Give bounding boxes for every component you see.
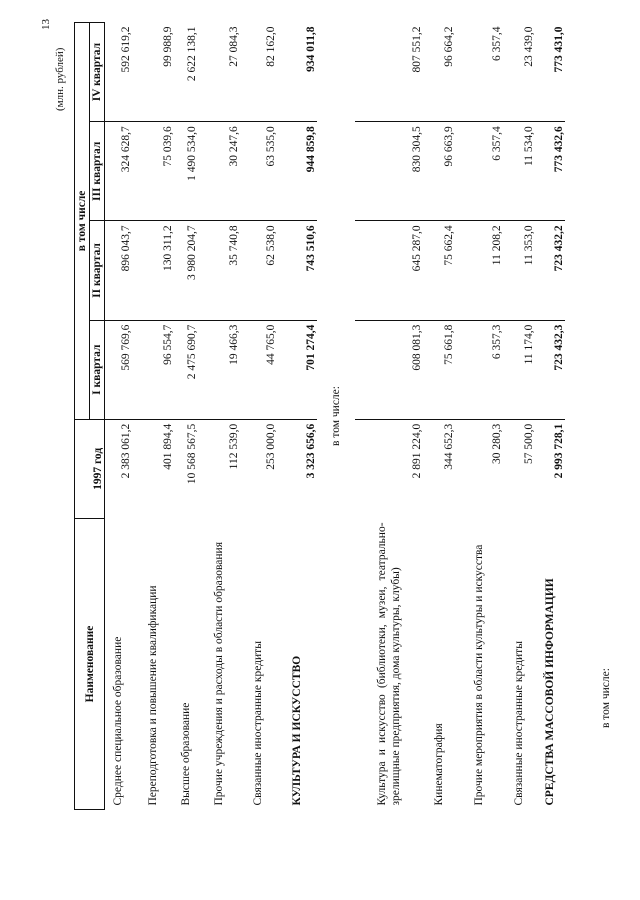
- value-year: 401 894,4: [132, 419, 174, 518]
- subheading-row: [317, 23, 355, 810]
- value-year: 3 323 656,6: [277, 419, 317, 518]
- value-q1: 11 174,0: [503, 320, 535, 419]
- value-q3: 324 628,7: [105, 122, 132, 221]
- row-name: СРЕДСТВА МАССОВОЙ ИНФОРМАЦИИ: [543, 578, 556, 806]
- table-row: [174, 23, 198, 810]
- value-q2: 3 980 204,7: [174, 221, 198, 320]
- value-year: 2 993 728,1: [535, 419, 565, 518]
- value-q3: 75 039,6: [132, 122, 174, 221]
- value-year: 2 383 061,2: [105, 419, 132, 518]
- header-q4: IV квартал: [90, 23, 105, 122]
- table-row: [132, 23, 174, 810]
- header-name: Наименование: [75, 518, 105, 809]
- value-q3: 6 357,4: [455, 122, 503, 221]
- value-q3: 11 534,0: [503, 122, 535, 221]
- table-row: [503, 23, 535, 810]
- table-row: [198, 23, 240, 810]
- value-q4: 82 162,0: [264, 26, 277, 67]
- row-name: Прочие мероприятия в области культуры и искусства: [472, 544, 485, 806]
- value-q4: 773 431,0: [552, 26, 565, 73]
- value-year: 2 891 224,0: [355, 419, 423, 518]
- value-q2: 130 311,2: [132, 221, 174, 320]
- value-q1: 2 475 690,7: [174, 320, 198, 419]
- value-q2: 743 510,6: [277, 221, 317, 320]
- row-name: Переподготовка и повышение квалификации: [146, 585, 159, 806]
- value-q1: 44 765,0: [240, 320, 277, 419]
- value-q1: 723 432,3: [535, 320, 565, 419]
- table-row: [355, 23, 423, 810]
- value-q4: 807 551,2: [410, 26, 423, 73]
- value-year: 57 500,0: [503, 419, 535, 518]
- value-q4: 23 439,0: [522, 26, 535, 67]
- table-row: [423, 23, 455, 810]
- value-q4: 6 357,4: [490, 26, 503, 61]
- value-q2: 723 432,2: [535, 221, 565, 320]
- value-q1: 19 466,3: [198, 320, 240, 419]
- row-name: Кинематография: [432, 723, 445, 806]
- header-q2: II квартал: [90, 221, 105, 320]
- value-q3: 830 304,5: [355, 122, 423, 221]
- header-q1: I квартал: [90, 320, 105, 419]
- row-name: Среднее специальное образование: [105, 518, 132, 809]
- budget-table: [74, 22, 565, 810]
- table-row: [535, 23, 565, 810]
- value-q2: 62 538,0: [240, 221, 277, 320]
- value-q3: 96 663,9: [423, 122, 455, 221]
- header-q3: III квартал: [90, 122, 105, 221]
- row-name: Связанные иностранные кредиты: [512, 641, 525, 806]
- value-q3: 63 535,0: [240, 122, 277, 221]
- value-q1: 6 357,3: [455, 320, 503, 419]
- table-row: [455, 23, 503, 810]
- table-row: [277, 23, 317, 810]
- footer-note: в том числе:: [600, 668, 612, 728]
- value-q4: 592 619,2: [105, 23, 132, 122]
- units-label: (млн. рублей): [54, 47, 66, 111]
- value-q2: 896 043,7: [105, 221, 132, 320]
- value-q4: 27 084,3: [227, 26, 240, 67]
- value-q2: 75 662,4: [423, 221, 455, 320]
- value-q2: 11 208,2: [455, 221, 503, 320]
- value-q3: 30 247,6: [198, 122, 240, 221]
- value-year: 253 000,0: [240, 419, 277, 518]
- value-q1: 608 081,3: [355, 320, 423, 419]
- header-year: 1997 год: [75, 419, 105, 518]
- value-year: 112 539,0: [198, 419, 240, 518]
- value-q4: 2 622 138,1: [185, 26, 198, 82]
- value-q2: 645 287,0: [355, 221, 423, 320]
- value-q2: 35 740,8: [198, 221, 240, 320]
- value-q4: 99 988,9: [161, 26, 174, 67]
- value-q4: 96 664,2: [442, 26, 455, 67]
- value-q3: 944 859,8: [277, 122, 317, 221]
- table-row: [240, 23, 277, 810]
- table-row: [105, 23, 132, 810]
- value-year: 10 568 567,5: [174, 419, 198, 518]
- row-name: КУЛЬТУРА И ИСКУССТВО: [290, 655, 303, 806]
- row-name: Культура и искусство (библиотеки, музеи, театрально-зрелищные предприятия, дома культуры, клубы): [375, 522, 402, 806]
- value-q1: 75 661,8: [423, 320, 455, 419]
- value-q3: 1 490 534,0: [174, 122, 198, 221]
- value-q2: 11 353,0: [503, 221, 535, 320]
- subheading-label: в том числе:: [329, 386, 342, 446]
- row-name: Высшее образование: [179, 702, 192, 806]
- row-name: Прочие учреждения и расходы в области образования: [212, 542, 225, 806]
- page-number: 13: [40, 19, 52, 30]
- value-q4: 934 011,8: [304, 26, 317, 72]
- header-included: в том числе: [75, 23, 90, 420]
- row-name: Связанные иностранные кредиты: [252, 641, 264, 806]
- value-q1: 569 769,6: [105, 320, 132, 419]
- value-q1: 701 274,4: [277, 320, 317, 419]
- value-q1: 96 554,7: [132, 320, 174, 419]
- value-year: 344 652,3: [423, 419, 455, 518]
- value-q3: 773 432,6: [535, 122, 565, 221]
- value-year: 30 280,3: [455, 419, 503, 518]
